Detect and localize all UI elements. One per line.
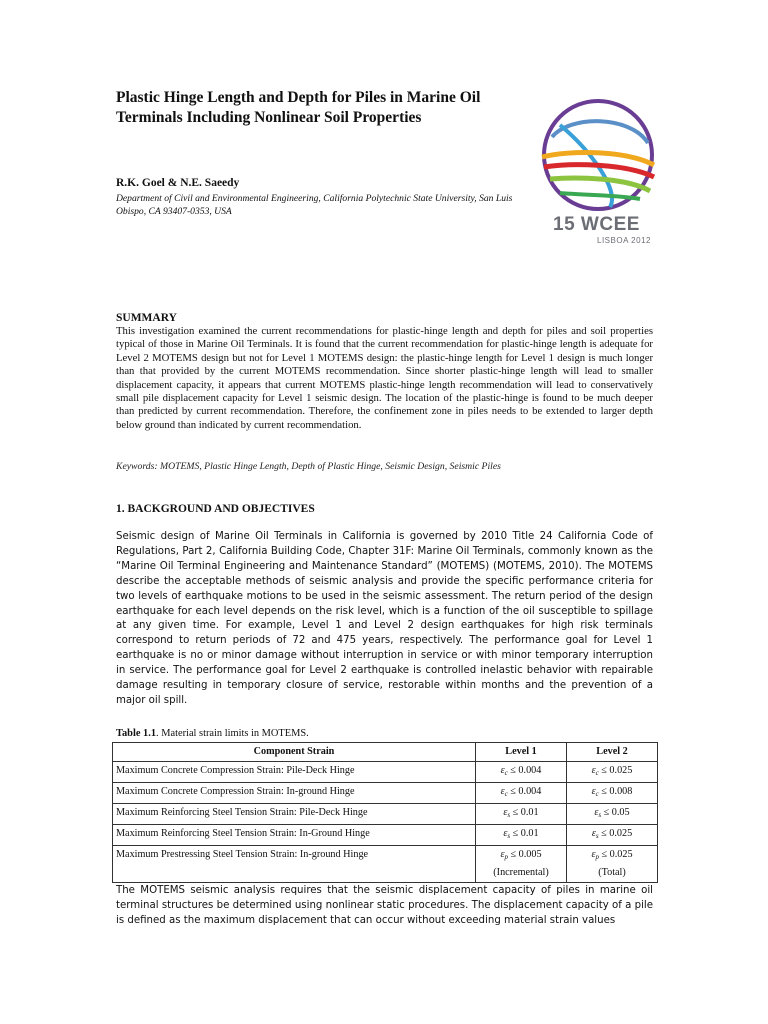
authors: R.K. Goel & N.E. Saeedy xyxy=(116,177,240,189)
summary-body: This investigation examined the current recommendations for plastic-hinge length and depth for piles and soil properties typical of those in Marine Oil Terminals. It is found that the current recommendation for plastic-hinge length is adequate for Level 2 MOTEMS design but not for Level 1 MOTEMS design: the plastic-hinge length for Level 1 design is much longer than that provided by the current MOTEMS recommendation. Since shorter plastic-hinge length will lead to smaller displacement capacity, it appears that current MOTEMS plastic-hinge length recommendation will lead to conservatively small pile displacement capacity for Level 1 seismic design. The location of the plastic-hinge is found to be much deeper than predicted by current recommendation. Therefore, the confinement zone in piles needs to be extended to larger depth below ground than indicated by current recommendation. xyxy=(116,325,653,431)
level1-cell: $\varepsilon_c \le 0.004$ xyxy=(476,762,567,783)
keywords: Keywords: MOTEMS, Plastic Hinge Length, Depth of Plastic Hinge, Seismic Design, Seismic Piles xyxy=(116,461,501,472)
level2-cell: $\varepsilon_s \le 0.025$ xyxy=(567,825,658,846)
component-cell: Maximum Prestressing Steel Tension Strain: In-ground Hinge xyxy=(113,846,476,883)
level1-cell: $\varepsilon_s \le 0.01$ xyxy=(476,804,567,825)
logo-title: 15 WCEE xyxy=(553,214,640,235)
component-cell: Maximum Reinforcing Steel Tension Strain: In-Ground Hinge xyxy=(113,825,476,846)
affiliation: Department of Civil and Environmental Engineering, California Polytechnic State University, San Luis Obispo, CA 93407-0353, USA xyxy=(116,193,513,217)
level2-cell: $\varepsilon_c \le 0.025$ xyxy=(567,762,658,783)
level1-note: (Incremental) xyxy=(493,867,549,878)
table-header-row xyxy=(113,743,658,762)
level1-cell: $\varepsilon_s \le 0.01$ xyxy=(476,825,567,846)
strain-limits-table xyxy=(112,742,658,883)
table-caption xyxy=(116,728,309,739)
table-row xyxy=(113,762,658,783)
body-paragraph: The MOTEMS seismic analysis requires that the seismic displacement capacity of piles in marine oil terminal structures be determined using nonlinear static procedures. The displacement capacity of a pile is defined as the maximum displacement that can occur without exceeding material strain values xyxy=(116,885,653,926)
level1-cell: $\varepsilon_p \le 0.005$ (Incremental) xyxy=(476,846,567,883)
paper-title: Plastic Hinge Length and Depth for Piles in Marine Oil Terminals Including Nonlinear Soil Properties xyxy=(116,89,481,126)
header-component: Component Strain xyxy=(113,743,476,762)
level2-cell: $\varepsilon_c \le 0.008$ xyxy=(567,783,658,804)
level2-note: (Total) xyxy=(598,867,626,878)
section-heading: 1. BACKGROUND AND OBJECTIVES xyxy=(116,503,315,515)
summary-heading: SUMMARY xyxy=(116,312,177,324)
level2-cell: $\varepsilon_s \le 0.05$ xyxy=(567,804,658,825)
header-level2: Level 2 xyxy=(567,743,658,762)
table-caption-text: . Material strain limits in MOTEMS. xyxy=(156,728,309,739)
table-row xyxy=(113,783,658,804)
table-row xyxy=(113,804,658,825)
section-body: Seismic design of Marine Oil Terminals in California is governed by 2010 Title 24 California Code of Regulations, Part 2, California Building Code, Chapter 31F: Marine Oil Terminals, commonly known as the “Marine Oil Terminal Engineering and Maintenance Standard” (MOTEMS) (MOTEMS, 2010). The MOTEMS describe the acceptable methods of seismic analysis and provide the specific performance criteria for two levels of earthquake motions to be used in the seismic assessment. The return period of the design earthquake for each level depends on the risk level, which is a function of the oil susceptible to spillage at any given time. For example, Level 1 and Level 2 design earthquakes for high risk terminals correspond to return periods of 72 and 475 years, respectively. The performance goal for Level 1 earthquake is no or minor damage without interruption in service or with minor temporary interruption in service. The performance goal for Level 2 earthquake is controlled inelastic behavior with repairable damage resulting in temporary closure of service, restorable within months and the prevention of a major oil spill. xyxy=(116,531,653,706)
table-row xyxy=(113,825,658,846)
level1-cell: $\varepsilon_c \le 0.004$ xyxy=(476,783,567,804)
component-cell: Maximum Reinforcing Steel Tension Strain: Pile-Deck Hinge xyxy=(113,804,476,825)
header-level1: Level 1 xyxy=(476,743,567,762)
table-row xyxy=(113,846,658,883)
table-caption-label: Table 1.1 xyxy=(116,728,157,739)
component-cell: Maximum Concrete Compression Strain: In-ground Hinge xyxy=(113,783,476,804)
component-cell: Maximum Concrete Compression Strain: Pile-Deck Hinge xyxy=(113,762,476,783)
level2-cell: $\varepsilon_p \le 0.025$ (Total) xyxy=(567,846,658,883)
logo-subtitle: LISBOA 2012 xyxy=(597,236,651,245)
